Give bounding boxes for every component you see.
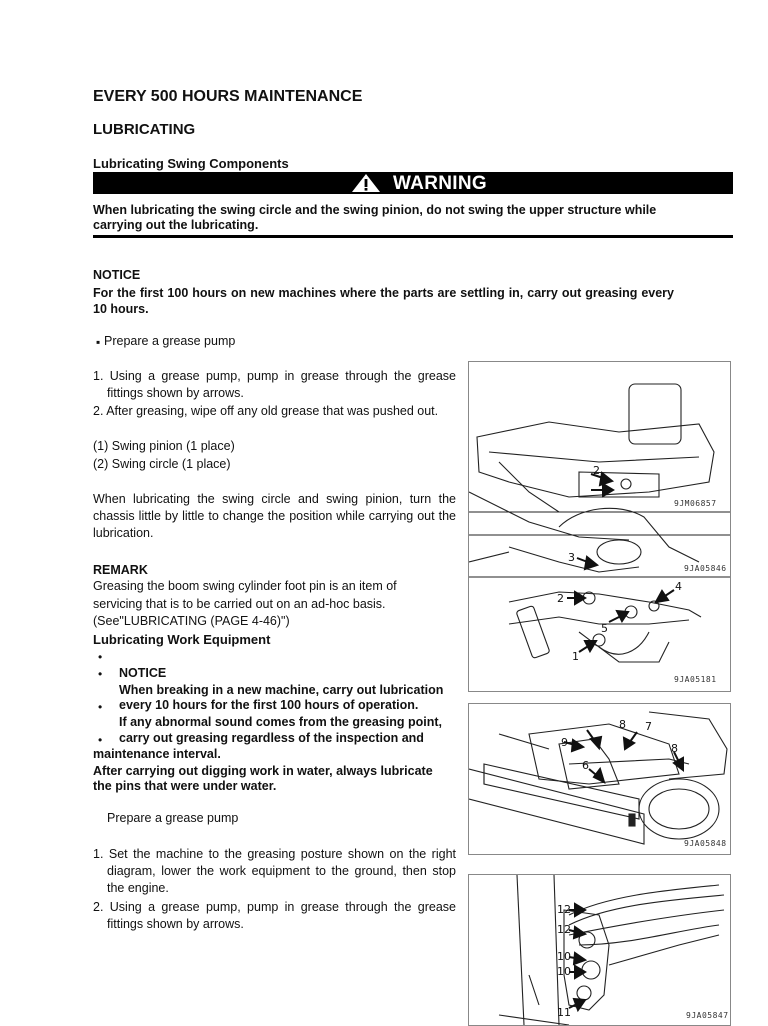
warning-text: When lubricating the swing circle and the swing pinion, do not swing the upper structure while carrying out the lubricating. bbox=[93, 203, 657, 232]
warning-label: WARNING bbox=[393, 173, 487, 194]
callout-label: 11 bbox=[557, 1006, 571, 1019]
step-item: 1. Using a grease pump, pump in grease through the grease fittings shown by arrows. bbox=[93, 369, 456, 400]
notice-text: the pins that were under water. bbox=[93, 779, 277, 793]
swing-diagram bbox=[469, 362, 730, 691]
prepare-text: Prepare a grease pump bbox=[104, 334, 236, 348]
bullet: • bbox=[98, 733, 103, 747]
bullet: • bbox=[98, 650, 103, 664]
remark-text: Greasing the boom swing cylinder foot pin is an item of bbox=[93, 579, 397, 593]
work-equipment-diagram bbox=[469, 704, 730, 854]
callout-label: 4 bbox=[675, 580, 682, 593]
notice-text: carry out greasing regardless of the inspection and bbox=[119, 731, 424, 745]
callout-label: 10 bbox=[557, 965, 571, 978]
part-item: (2) Swing circle (1 place) bbox=[93, 457, 231, 471]
callout-label: 2 bbox=[557, 592, 564, 605]
notice-text: When breaking in a new machine, carry out lubrication bbox=[119, 683, 444, 697]
bullet: • bbox=[98, 700, 103, 714]
callout-label: 8 bbox=[671, 742, 678, 755]
notice-label: NOTICE bbox=[93, 268, 141, 282]
notice-text: After carrying out digging work in water, always lubricate bbox=[93, 764, 433, 778]
step-item: 2. Using a grease pump, pump in grease through the grease fittings shown by arrows. bbox=[93, 900, 456, 931]
figure-code: 9JA05846 bbox=[684, 564, 727, 573]
callout-label: 10 bbox=[557, 950, 571, 963]
figure-boom-fittings bbox=[468, 874, 731, 1026]
callout-label: 7 bbox=[645, 720, 652, 733]
callout-label: 1 bbox=[572, 650, 579, 663]
figure-code: 9JA05848 bbox=[684, 839, 727, 848]
remark-text: servicing that is to be carried out on an ad-hoc basis. bbox=[93, 597, 386, 611]
step-item: 1. Set the machine to the greasing posture shown on the right diagram, lower the work equipment to the ground, then stop the engine. bbox=[93, 847, 456, 895]
warning-banner bbox=[93, 172, 733, 194]
prepare-text: Prepare a grease pump bbox=[107, 811, 239, 825]
warning-icon bbox=[351, 173, 381, 193]
remark-label: REMARK bbox=[93, 563, 148, 577]
figure-code: 9JM06857 bbox=[674, 499, 717, 508]
section-heading: LUBRICATING bbox=[93, 121, 196, 138]
notice-text: If any abnormal sound comes from the greasing point, bbox=[119, 715, 442, 729]
remark-text: (See"LUBRICATING (PAGE 4-46)") bbox=[93, 614, 290, 628]
figure-work-equipment bbox=[468, 703, 731, 855]
notice-text: every 10 hours for the first 100 hours of operation. bbox=[119, 698, 419, 712]
subsection-title-work-equipment: Lubricating Work Equipment bbox=[93, 632, 271, 647]
bullet: • bbox=[98, 667, 103, 681]
figure-code: 9JA05847 bbox=[686, 1011, 729, 1020]
notice-label: NOTICE bbox=[119, 666, 167, 680]
callout-label: 12 bbox=[557, 903, 571, 916]
callout-label: 8 bbox=[619, 718, 626, 731]
part-item: (1) Swing pinion (1 place) bbox=[93, 439, 235, 453]
boom-diagram bbox=[469, 875, 730, 1025]
step-item: 2. After greasing, wipe off any old grease that was pushed out. bbox=[93, 404, 439, 418]
bullet: ▪ bbox=[96, 335, 101, 349]
callout-label: 12 bbox=[557, 923, 571, 936]
callout-label: 5 bbox=[601, 622, 608, 635]
callout-label: 9 bbox=[561, 736, 568, 749]
notice-text: maintenance interval. bbox=[93, 747, 221, 761]
notice-text: For the first 100 hours on new machines where the parts are settling in, carry out greasing every 10 hours. bbox=[93, 286, 674, 316]
figure-code: 9JA05181 bbox=[674, 675, 717, 684]
page-title: EVERY 500 HOURS MAINTENANCE bbox=[93, 88, 363, 105]
callout-label: 6 bbox=[582, 759, 589, 772]
subsection-title-swing: Lubricating Swing Components bbox=[93, 156, 289, 171]
callout-label: 2 bbox=[593, 464, 600, 477]
divider bbox=[93, 235, 733, 238]
callout-label: 3 bbox=[568, 551, 575, 564]
swing-note: When lubricating the swing circle and swing pinion, turn the chassis little by little to change the position while carrying out the lubrication. bbox=[93, 492, 456, 540]
figure-swing-components bbox=[468, 361, 731, 692]
